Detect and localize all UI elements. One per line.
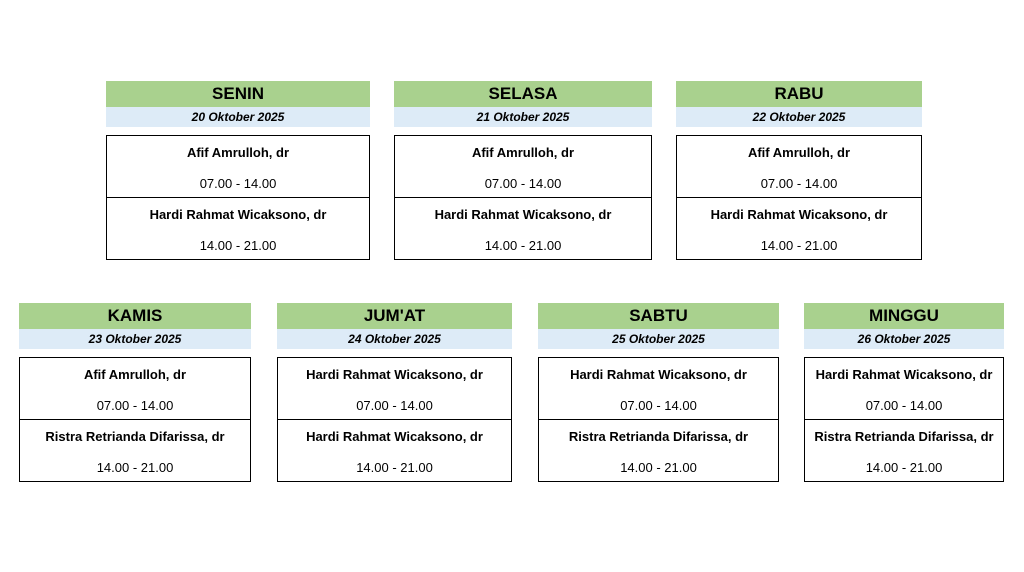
shift-table <box>106 135 370 260</box>
day-card-kamis <box>19 303 251 482</box>
day-name: RABU <box>676 81 922 107</box>
day-name: JUM'AT <box>277 303 512 329</box>
day-card-selasa <box>394 81 652 260</box>
shift-afternoon <box>805 419 1003 480</box>
doctor-name: Ristra Retrianda Difarissa, dr <box>568 429 749 444</box>
day-name: MINGGU <box>804 303 1004 329</box>
shift-afternoon <box>677 197 921 258</box>
doctor-name: Afif Amrulloh, dr <box>471 145 575 160</box>
doctor-name: Afif Amrulloh, dr <box>83 367 187 382</box>
shift-afternoon <box>395 197 651 258</box>
doctor-name: Hardi Rahmat Wicaksono, dr <box>434 207 612 222</box>
shift-time: 07.00 - 14.00 <box>484 176 562 191</box>
day-card-sabtu <box>538 303 779 482</box>
shift-time: 07.00 - 14.00 <box>760 176 838 191</box>
day-name: SELASA <box>394 81 652 107</box>
shift-afternoon <box>278 419 511 480</box>
day-card-jumat <box>277 303 512 482</box>
day-date: 24 Oktober 2025 <box>277 329 512 349</box>
shift-time: 14.00 - 21.00 <box>356 460 433 475</box>
doctor-name: Ristra Retrianda Difarissa, dr <box>814 429 994 444</box>
shift-table <box>19 357 251 482</box>
shift-time: 14.00 - 21.00 <box>865 460 943 475</box>
shift-morning <box>395 136 651 197</box>
doctor-name: Hardi Rahmat Wicaksono, dr <box>149 207 327 222</box>
doctor-name: Hardi Rahmat Wicaksono, dr <box>570 367 747 382</box>
doctor-name: Ristra Retrianda Difarissa, dr <box>45 429 225 444</box>
day-name: SENIN <box>106 81 370 107</box>
day-date: 26 Oktober 2025 <box>804 329 1004 349</box>
day-name: KAMIS <box>19 303 251 329</box>
day-date: 21 Oktober 2025 <box>394 107 652 127</box>
day-card-senin <box>106 81 370 260</box>
shift-time: 07.00 - 14.00 <box>865 398 943 413</box>
day-card-minggu <box>804 303 1004 482</box>
shift-afternoon <box>107 197 369 258</box>
shift-morning <box>20 358 250 419</box>
doctor-name: Afif Amrulloh, dr <box>186 145 290 160</box>
day-date: 20 Oktober 2025 <box>106 107 370 127</box>
shift-time: 07.00 - 14.00 <box>356 398 433 413</box>
doctor-name: Afif Amrulloh, dr <box>747 145 851 160</box>
doctor-name: Hardi Rahmat Wicaksono, dr <box>306 367 483 382</box>
shift-time: 14.00 - 21.00 <box>620 460 697 475</box>
shift-time: 14.00 - 21.00 <box>96 460 174 475</box>
day-card-rabu <box>676 81 922 260</box>
day-date: 25 Oktober 2025 <box>538 329 779 349</box>
day-name: SABTU <box>538 303 779 329</box>
shift-table <box>676 135 922 260</box>
shift-table <box>394 135 652 260</box>
shift-morning <box>539 358 778 419</box>
day-date: 23 Oktober 2025 <box>19 329 251 349</box>
shift-morning <box>805 358 1003 419</box>
shift-time: 07.00 - 14.00 <box>620 398 697 413</box>
shift-time: 14.00 - 21.00 <box>760 238 838 253</box>
shift-afternoon <box>20 419 250 480</box>
shift-morning <box>107 136 369 197</box>
shift-afternoon <box>539 419 778 480</box>
shift-table <box>538 357 779 482</box>
day-date: 22 Oktober 2025 <box>676 107 922 127</box>
shift-time: 07.00 - 14.00 <box>96 398 174 413</box>
shift-time: 14.00 - 21.00 <box>199 238 277 253</box>
shift-morning <box>677 136 921 197</box>
shift-time: 07.00 - 14.00 <box>199 176 277 191</box>
doctor-name: Hardi Rahmat Wicaksono, dr <box>306 429 483 444</box>
shift-time: 14.00 - 21.00 <box>484 238 562 253</box>
shift-table <box>277 357 512 482</box>
doctor-name: Hardi Rahmat Wicaksono, dr <box>815 367 993 382</box>
shift-table <box>804 357 1004 482</box>
doctor-name: Hardi Rahmat Wicaksono, dr <box>710 207 888 222</box>
shift-morning <box>278 358 511 419</box>
